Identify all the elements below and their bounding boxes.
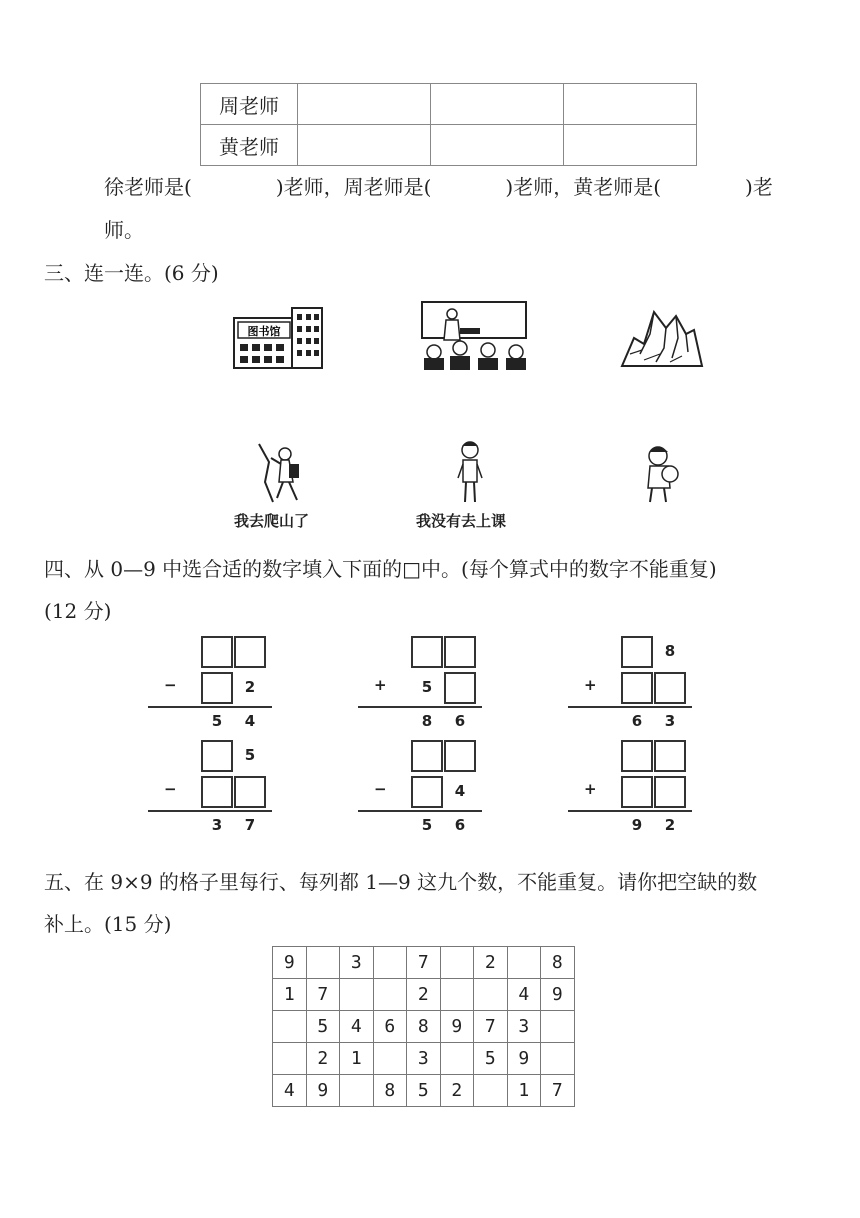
digit-box[interactable] [444, 672, 476, 704]
grid-cell: 9 [306, 1075, 340, 1107]
sum-line [148, 706, 272, 708]
grid-cell: 9 [541, 979, 575, 1011]
grid-cell: 7 [306, 979, 340, 1011]
grid-cell: 1 [273, 979, 307, 1011]
grid-cell[interactable] [474, 979, 508, 1011]
boy-with-ball-image [638, 444, 684, 506]
grid-cell: 2 [474, 947, 508, 979]
grid-row [273, 979, 575, 1011]
digit-box[interactable] [621, 672, 653, 704]
number-grid [272, 946, 575, 1107]
grid-cell: 2 [306, 1043, 340, 1075]
grid-row [273, 1011, 575, 1043]
digit-label: 5 [421, 678, 433, 696]
teacher-row [201, 84, 697, 125]
operator-sign: + [584, 676, 597, 694]
digit-box[interactable] [201, 672, 233, 704]
result-digit: 2 [664, 816, 676, 834]
grid-cell: 5 [474, 1043, 508, 1075]
grid-cell[interactable] [373, 1043, 407, 1075]
grid-cell: 3 [507, 1011, 541, 1043]
classroom-image [416, 298, 532, 372]
library-sign: 图书馆 [247, 325, 281, 338]
grid-cell: 7 [541, 1075, 575, 1107]
answer-line [104, 171, 773, 200]
grid-cell: 4 [340, 1011, 374, 1043]
grid-cell[interactable] [440, 947, 474, 979]
result-digit: 6 [454, 816, 466, 834]
digit-box[interactable] [444, 740, 476, 772]
grid-cell: 7 [474, 1011, 508, 1043]
boy-standing-caption: 我没有去上课 [416, 512, 507, 530]
digit-label: 5 [244, 746, 256, 764]
digit-box[interactable] [234, 636, 266, 668]
result-digit: 7 [244, 816, 256, 834]
library-building-image [232, 304, 326, 370]
digit-box[interactable] [411, 740, 443, 772]
grid-cell[interactable] [273, 1011, 307, 1043]
sum-line [568, 706, 692, 708]
result-digit: 3 [211, 816, 223, 834]
grid-cell[interactable] [440, 979, 474, 1011]
result-digit: 3 [664, 712, 676, 730]
answer-part1: 徐老师是( [104, 175, 192, 199]
grid-cell: 1 [507, 1075, 541, 1107]
operator-sign: + [374, 676, 387, 694]
teacher-answer-cell[interactable] [431, 84, 564, 125]
operator-sign: + [584, 780, 597, 798]
teacher-row [201, 125, 697, 166]
answer-part4: )老 [745, 175, 773, 199]
digit-box[interactable] [234, 776, 266, 808]
teacher-answer-cell[interactable] [298, 84, 431, 125]
teacher-table [200, 83, 697, 166]
grid-cell: 7 [407, 947, 441, 979]
grid-cell: 8 [373, 1075, 407, 1107]
digit-box[interactable] [444, 636, 476, 668]
section4-heading: 四、从 0—9 中选合适的数字填入下面的□中。(每个算式中的数字不能重复) [44, 557, 717, 581]
teacher-answer-cell[interactable] [564, 125, 697, 166]
digit-box[interactable] [201, 740, 233, 772]
digit-box[interactable] [654, 776, 686, 808]
boy-standing-image [452, 440, 488, 506]
grid-cell: 4 [273, 1075, 307, 1107]
grid-cell[interactable] [273, 1043, 307, 1075]
grid-cell: 8 [407, 1011, 441, 1043]
digit-box[interactable] [621, 776, 653, 808]
result-digit: 6 [454, 712, 466, 730]
mountain-image [620, 304, 704, 368]
grid-cell: 9 [440, 1011, 474, 1043]
result-digit: 5 [211, 712, 223, 730]
grid-cell[interactable] [440, 1043, 474, 1075]
sum-line [148, 810, 272, 812]
digit-box[interactable] [621, 636, 653, 668]
section3-heading: 三、连一连。(6 分) [44, 261, 219, 285]
operator-sign: − [374, 780, 387, 798]
teacher-name-cell: 黄老师 [201, 125, 298, 166]
grid-row [273, 1075, 575, 1107]
result-digit: 6 [631, 712, 643, 730]
grid-cell: 9 [507, 1043, 541, 1075]
teacher-answer-cell[interactable] [431, 125, 564, 166]
teacher-answer-cell[interactable] [298, 125, 431, 166]
grid-cell: 6 [373, 1011, 407, 1043]
grid-cell: 8 [541, 947, 575, 979]
grid-cell[interactable] [474, 1075, 508, 1107]
grid-cell: 2 [407, 979, 441, 1011]
digit-label: 8 [664, 642, 676, 660]
section4-points: (12 分) [44, 599, 112, 623]
digit-box[interactable] [654, 740, 686, 772]
answer-part2: )老师，周老师是( [275, 175, 432, 199]
grid-cell[interactable] [541, 1011, 575, 1043]
grid-row [273, 947, 575, 979]
section5-heading-line2: 补上。(15 分) [44, 912, 172, 936]
sum-line [358, 810, 482, 812]
climber-caption: 我去爬山了 [234, 512, 310, 530]
result-digit: 5 [421, 816, 433, 834]
grid-cell[interactable] [373, 979, 407, 1011]
teacher-answer-cell[interactable] [564, 84, 697, 125]
section5-heading-line1: 五、在 9×9 的格子里每行、每列都 1—9 这九个数，不能重复。请你把空缺的数 [44, 870, 758, 894]
digit-box[interactable] [621, 740, 653, 772]
climber-image [255, 442, 307, 504]
sum-line [568, 810, 692, 812]
answer-line-wrap: 师。 [104, 218, 144, 242]
grid-cell[interactable] [340, 1075, 374, 1107]
digit-box[interactable] [411, 776, 443, 808]
grid-cell[interactable] [373, 947, 407, 979]
digit-box[interactable] [654, 672, 686, 704]
teacher-name-cell: 周老师 [201, 84, 298, 125]
grid-cell[interactable] [306, 947, 340, 979]
grid-cell: 4 [507, 979, 541, 1011]
digit-box[interactable] [201, 636, 233, 668]
result-digit: 8 [421, 712, 433, 730]
grid-cell: 9 [273, 947, 307, 979]
digit-box[interactable] [201, 776, 233, 808]
grid-cell[interactable] [507, 947, 541, 979]
grid-cell: 3 [340, 947, 374, 979]
grid-cell: 5 [306, 1011, 340, 1043]
digit-label: 2 [244, 678, 256, 696]
digit-label: 4 [454, 782, 466, 800]
grid-cell: 1 [340, 1043, 374, 1075]
sum-line [358, 706, 482, 708]
grid-cell[interactable] [541, 1043, 575, 1075]
result-digit: 4 [244, 712, 256, 730]
result-digit: 9 [631, 816, 643, 834]
grid-cell: 3 [407, 1043, 441, 1075]
grid-cell: 2 [440, 1075, 474, 1107]
operator-sign: − [164, 676, 177, 694]
digit-box[interactable] [411, 636, 443, 668]
grid-cell[interactable] [340, 979, 374, 1011]
grid-row [273, 1043, 575, 1075]
grid-cell: 5 [407, 1075, 441, 1107]
answer-part3: )老师，黄老师是( [505, 175, 662, 199]
operator-sign: − [164, 780, 177, 798]
